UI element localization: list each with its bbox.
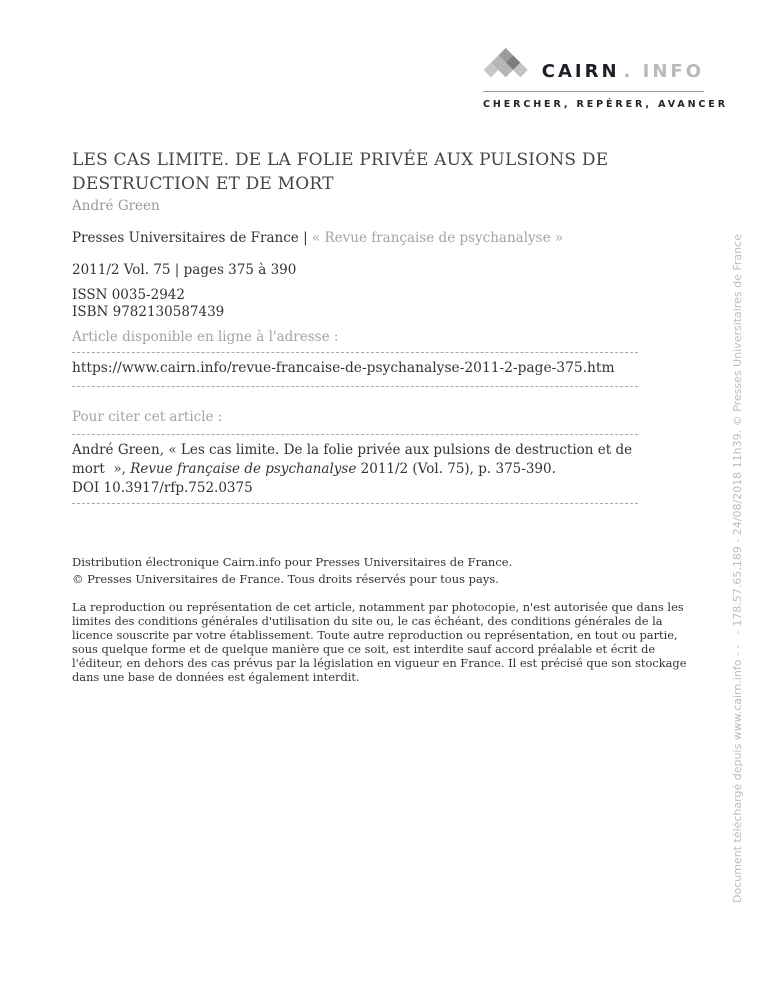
citation-line-2: mort », Revue française de psychanalyse 2011/2 (Vol. 75), p. 375-390.	[72, 461, 556, 477]
issn-line: ISSN 0035-2942	[72, 287, 185, 303]
distribution-block	[72, 554, 512, 588]
dashed-divider	[72, 386, 638, 387]
logo-rule	[483, 91, 704, 92]
isbn-line: ISBN 9782130587439	[72, 304, 225, 320]
publisher-line	[72, 230, 563, 246]
distribution-line-1: Distribution électronique Cairn.info pour Presses Universitaires de France.	[72, 555, 513, 569]
citation-text	[72, 441, 692, 498]
watermark-vertical: Document téléchargé depuis www.cairn.info - - - 178.57.65.189 - 24/08/2018 11h39. © Presses Universitaires de France	[731, 234, 744, 903]
article-url-link[interactable]: https://www.cairn.info/revue-francaise-de-psychanalyse-2011-2-page-375.htm	[72, 360, 615, 376]
title-line: LES CAS LIMITE. DE LA FOLIE PRIVÉE AUX PULSIONS DE	[72, 150, 609, 170]
dashed-divider	[72, 434, 638, 435]
article-title	[72, 149, 662, 196]
online-availability-label: Article disponible en ligne à l'adresse :	[72, 329, 339, 345]
brand-text	[542, 61, 704, 82]
cite-label: Pour citer cet article :	[72, 409, 223, 425]
publisher-name: Presses Universitaires de France |	[72, 230, 312, 246]
legal-paragraph: La reproduction ou représentation de cet article, notamment par photocopie, n'est autorisée que dans les limites des conditions générales d'utilisation du site ou, le cas échéant, des conditions générales de la licence souscrite par votre établissement. Toute autre reproduction ou représentation, en tout ou partie, sous quelque forme et de quelque manière que ce soit, est interdite sauf accord préalable et écrit de l'éditeur, en dehors des cas prévus par la législation en vigueur en France. Il est précisé que son stockage dans une base de données est également interdit.	[72, 600, 687, 684]
journal-name-italic: Revue française de psychanalyse	[130, 461, 357, 477]
cairn-diamonds-icon	[483, 38, 530, 86]
brand-cairn: CAIRN	[541, 61, 620, 82]
cairn-logo	[483, 38, 728, 110]
citation-doi: DOI 10.3917/rfp.752.0375	[72, 480, 253, 496]
citation-line-1: André Green, « Les cas limite. De la folie privée aux pulsions de destruction et de	[72, 442, 633, 458]
title-line: DESTRUCTION ET DE MORT	[72, 173, 334, 194]
dashed-divider	[72, 352, 638, 353]
dashed-divider	[72, 503, 638, 504]
logo-tagline: CHERCHER, REPÉRER, AVANCER	[483, 99, 728, 110]
issue-line: 2011/2 Vol. 75 | pages 375 à 390	[72, 262, 297, 278]
identifiers-block	[72, 287, 224, 321]
brand-info: . INFO	[623, 61, 704, 82]
journal-name-quoted: « Revue française de psychanalyse »	[311, 230, 564, 246]
distribution-line-2: © Presses Universitaires de France. Tous droits réservés pour tous pays.	[72, 572, 499, 587]
article-author: André Green	[72, 198, 160, 214]
